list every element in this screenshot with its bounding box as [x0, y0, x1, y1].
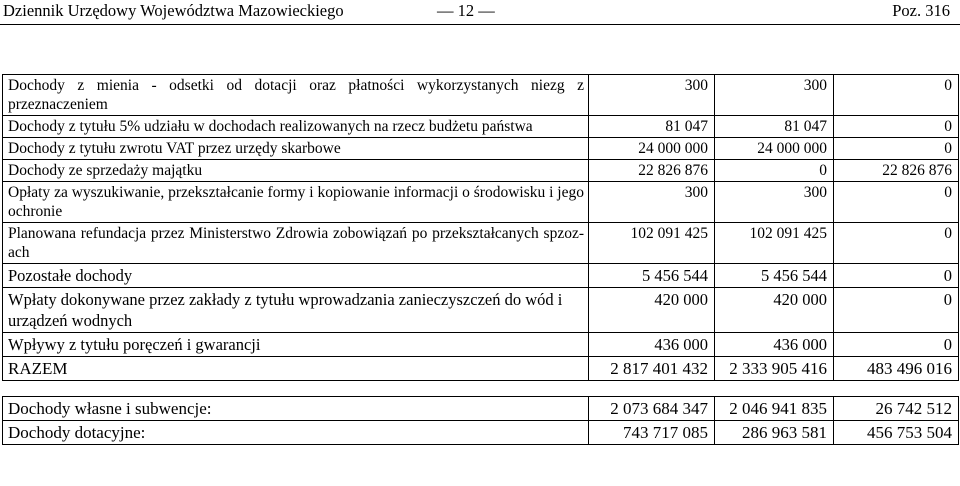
- row-value-2: 102 091 425: [715, 223, 834, 264]
- total-row: [3, 357, 959, 381]
- summary-value-3: 456 753 504: [834, 421, 959, 445]
- table-row: [3, 182, 959, 223]
- row-value-2: 420 000: [715, 288, 834, 333]
- row-value-1: 22 826 876: [589, 160, 715, 182]
- row-label: Wpływy z tytułu poręczeń i gwarancji: [3, 333, 589, 357]
- row-value-1: 300: [589, 182, 715, 223]
- row-label: Planowana refundacja przez Ministerstwo Zdrowia zobowiązań po przekształcanych spzoz-ach: [3, 223, 589, 264]
- row-value-1: 300: [589, 75, 715, 116]
- row-value-1: 81 047: [589, 116, 715, 138]
- table-row: [3, 160, 959, 182]
- row-value-2: 0: [715, 160, 834, 182]
- row-value-2: 300: [715, 75, 834, 116]
- row-value-3: 22 826 876: [834, 160, 959, 182]
- row-label: Dochody z tytułu zwrotu VAT przez urzędy skarbowe: [3, 138, 589, 160]
- total-value-1: 2 817 401 432: [589, 357, 715, 381]
- row-value-1: 420 000: [589, 288, 715, 333]
- summary-row: [3, 421, 959, 445]
- summary-row: [3, 397, 959, 421]
- table-row: [3, 264, 959, 288]
- total-label: RAZEM: [3, 357, 589, 381]
- row-value-1: 5 456 544: [589, 264, 715, 288]
- table-row: [3, 116, 959, 138]
- total-value-2: 2 333 905 416: [715, 357, 834, 381]
- table-row: [3, 75, 959, 116]
- table-row: [3, 223, 959, 264]
- row-value-3: 0: [834, 182, 959, 223]
- row-label: Dochody z mienia - odsetki od dotacji oraz płatności wykorzystanych niezg z przeznaczeniem: [3, 75, 589, 116]
- summary-label: Dochody własne i subwencje:: [3, 397, 589, 421]
- row-value-3: 0: [834, 223, 959, 264]
- page-number: — 12 —: [437, 1, 495, 20]
- row-value-2: 300: [715, 182, 834, 223]
- row-value-3: 0: [834, 138, 959, 160]
- row-value-3: 0: [834, 75, 959, 116]
- row-label: Opłaty za wyszukiwanie, przekształcanie formy i kopiowanie informacji o środowisku i jego ochronie: [3, 182, 589, 223]
- page-header: [0, 0, 960, 25]
- row-value-3: 0: [834, 288, 959, 333]
- row-value-3: 0: [834, 116, 959, 138]
- row-label: Wpłaty dokonywane przez zakłady z tytułu wprowadzania zanieczyszczeń do wód i urządzeń wodnych: [3, 288, 589, 333]
- row-value-3: 0: [834, 333, 959, 357]
- row-value-1: 436 000: [589, 333, 715, 357]
- summary-value-3: 26 742 512: [834, 397, 959, 421]
- summary-value-2: 286 963 581: [715, 421, 834, 445]
- summary-value-1: 743 717 085: [589, 421, 715, 445]
- table-row: [3, 288, 959, 333]
- income-table: [2, 74, 959, 445]
- row-value-1: 102 091 425: [589, 223, 715, 264]
- row-label: Dochody ze sprzedaży majątku: [3, 160, 589, 182]
- row-value-2: 5 456 544: [715, 264, 834, 288]
- total-value-3: 483 496 016: [834, 357, 959, 381]
- summary-label: Dochody dotacyjne:: [3, 421, 589, 445]
- row-label: Pozostałe dochody: [3, 264, 589, 288]
- position-number: Poz. 316: [892, 1, 950, 20]
- table-gap: [3, 381, 959, 397]
- row-value-2: 436 000: [715, 333, 834, 357]
- row-value-1: 24 000 000: [589, 138, 715, 160]
- row-value-2: 24 000 000: [715, 138, 834, 160]
- table-row: [3, 138, 959, 160]
- journal-title: Dziennik Urzędowy Województwa Mazowieckiego: [3, 1, 344, 20]
- summary-value-1: 2 073 684 347: [589, 397, 715, 421]
- table-row: [3, 333, 959, 357]
- row-label: Dochody z tytułu 5% udziału w dochodach realizowanych na rzecz budżetu państwa: [3, 116, 589, 138]
- summary-value-2: 2 046 941 835: [715, 397, 834, 421]
- row-value-2: 81 047: [715, 116, 834, 138]
- row-value-3: 0: [834, 264, 959, 288]
